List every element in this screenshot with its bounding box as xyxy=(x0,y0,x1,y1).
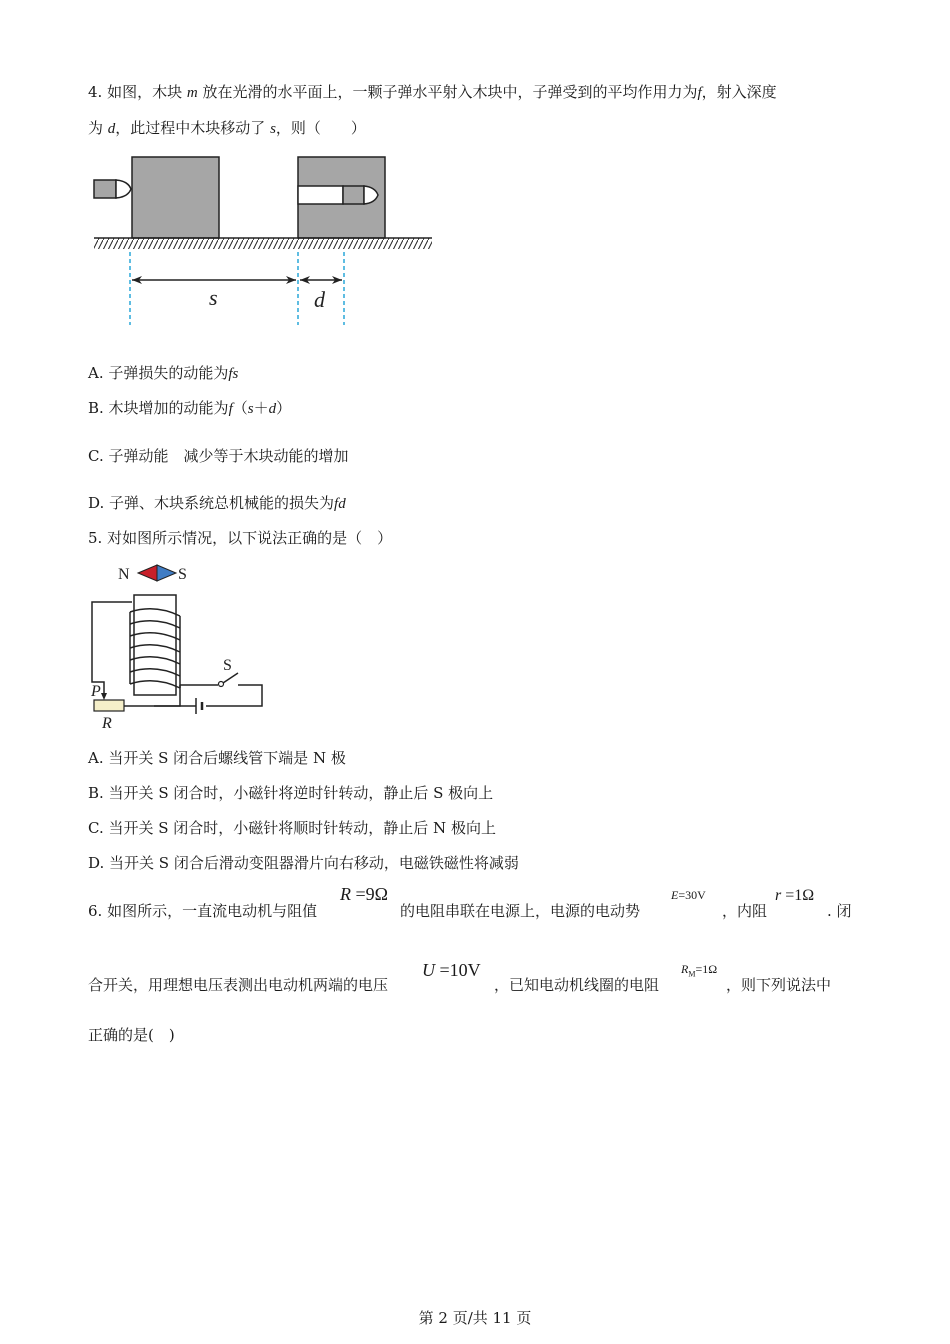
q4-option-c: C. 子弹动能 减少等于木块动能的增加 xyxy=(88,447,349,465)
q4-stem-line2: 为 d，此过程中木块移动了 s，则（ ） xyxy=(88,119,366,137)
q4-option-d: D. 子弹、木块系统总机械能的损失为fd xyxy=(88,494,346,512)
solenoid-circuit-figure xyxy=(88,560,278,732)
compass-label-n: N xyxy=(118,566,130,583)
rheostat xyxy=(94,700,124,711)
q4-option-b: B. 木块增加的动能为f（s＋d） xyxy=(88,399,292,417)
bullet-block-figure xyxy=(88,150,438,330)
q6-math-U: U =10V xyxy=(422,960,481,980)
q6-stem-line2-b: ，已知电动机线圈的电阻 xyxy=(494,976,660,994)
circuit-wires xyxy=(92,602,262,706)
q5-option-a: A. 当开关 S 闭合后螺线管下端是 N 极 xyxy=(88,749,346,767)
switch xyxy=(219,657,239,687)
arrow-s xyxy=(132,276,296,284)
label-d: d xyxy=(314,287,325,312)
q5-option-d: D. 当开关 S 闭合后滑动变阻器滑片向右移动，电磁铁磁性将减弱 xyxy=(88,854,519,872)
compass-north-half xyxy=(138,565,157,581)
q6-math-RM: $R_M=1\Omega$ xyxy=(681,962,718,979)
q6-stem-line3: 正确的是( ) xyxy=(88,1026,175,1044)
battery xyxy=(196,698,202,714)
q6-stem-line1-d: . 闭 xyxy=(827,902,852,920)
label-s: s xyxy=(209,285,218,310)
compass-label-s: S xyxy=(178,566,187,583)
block-after xyxy=(298,157,385,238)
q6-stem-line1-b: 的电阻串联在电源上，电源的电动势 xyxy=(400,902,641,920)
arrow-d xyxy=(300,276,342,284)
q4-stem-line1: 4. 如图，木块 m 放在光滑的水平面上，一颗子弹水平射入木块中，子弹受到的平均作用力为f，射入深度 xyxy=(88,83,777,101)
q6-math-E: E=30V xyxy=(671,888,706,902)
slider-arrow xyxy=(101,693,107,700)
block-before xyxy=(132,157,219,238)
q6-stem-line1-a: 6. 如图所示，一直流电动机与阻值 xyxy=(88,902,318,920)
q4-option-a: A. 子弹损失的动能为fs xyxy=(88,364,239,382)
q6-stem-line2-c: ，则下列说法中 xyxy=(726,976,832,994)
compass-south-half xyxy=(157,565,176,581)
q5-stem: 5. 对如图所示情况，以下说法正确的是（ ） xyxy=(88,529,393,547)
page-footer: 第 2 页/共 11 页 xyxy=(418,1309,532,1327)
q6-stem-line2-a: 合开关，用理想电压表测出电动机两端的电压 xyxy=(88,976,389,994)
q6-math-r: r =1Ω xyxy=(775,887,815,904)
q5-option-b: B. 当开关 S 闭合时，小磁针将逆时针转动，静止后 S 极向上 xyxy=(88,784,494,802)
ground xyxy=(94,238,432,249)
bullet-before xyxy=(94,180,131,198)
q6-math-R: R =9Ω xyxy=(340,884,389,904)
switch-label: S xyxy=(223,657,232,674)
label-r: R xyxy=(102,715,112,732)
q5-option-c: C. 当开关 S 闭合时，小磁针将顺时针转动，静止后 N 极向上 xyxy=(88,819,496,837)
q6-stem-line1-c: ，内阻 xyxy=(722,902,768,920)
label-p: P xyxy=(91,683,101,700)
